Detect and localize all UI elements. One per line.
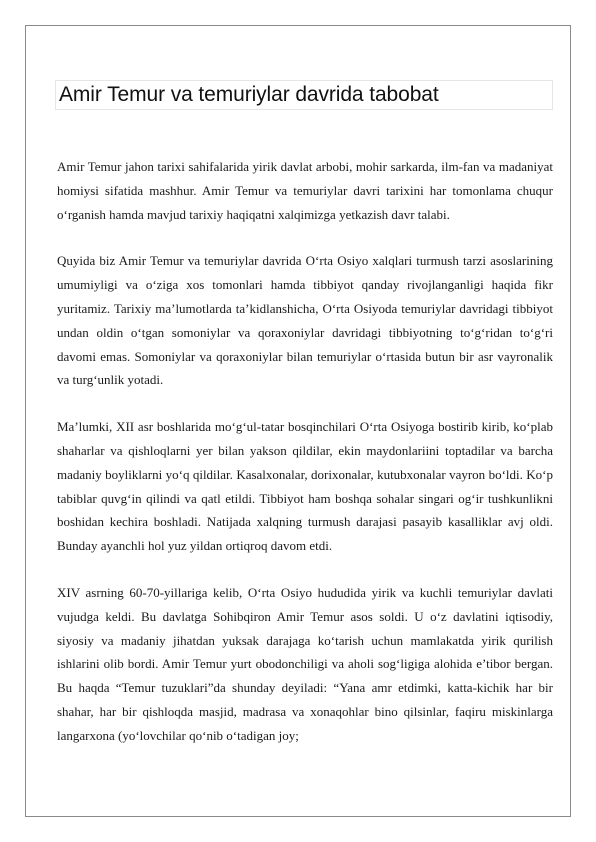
paragraph-3: Ma’lumki, XII asr boshlarida mo‘g‘ul-tatar bosqinchilari O‘rta Osiyoga bostirib kirib, ko‘plab shaharlar va qishloqlarni yer bilan yakson qildilar, ekin maydonlariini toptadilar va barcha madaniy boyliklarni yo‘q qildilar. Kasalxonalar, dorixonalar, kutubxonalar vayron bo‘ldi. Ko‘p tabiblar quvg‘in qilindi va qatl etildi. Tibbiyot ham boshqa sohalar singari og‘ir tushkunlikni boshidan kechira boshladi. Natijada xalqning turmush darajasi pasayib kasalliklar avj oldi. Bunday ayanchli hol yuz yildan ortiqroq davom etdi. xyxy=(57,419,553,554)
document-title: Amir Temur va temuriylar davrida tabobat xyxy=(59,83,439,106)
paragraph-2: Quyida biz Amir Temur va temuriylar davrida O‘rta Osiyo xalqlari turmush tarzi asoslarining umumiyligi va o‘ziga xos tomonlari hamda tibbiyot qanday rivojlanganligi haqida fikr yuritamiz. Tarixiy ma’lumotlarda ta’kidlanshicha, O‘rta Osiyoda temuriylar davridagi tibbiyot undan oldin o‘tgan somoniylar va qoraxoniylar davridagi tibbiyotning to‘g‘ridan to‘g‘ri davomi emas. Somoniylar va qoraxoniylar bilan temuriylar o‘rtasida butun bir asr vayronalik va turg‘unlik yotadi. xyxy=(57,253,553,388)
document-body xyxy=(57,155,553,771)
paragraph-4: XIV asrning 60-70-yillariga kelib, O‘rta Osiyo hududida yirik va kuchli temuriylar davlati vujudga keldi. Bu davlatga Sohibqiron Amir Temur asos soldi. U o‘z davlatini iqtisodiy, siyosiy va madaniy jihatdan yuksak darajaga ko‘tarish uchun mamlakatda yirik qurilish ishlarini olib bordi. Amir Temur yurt obodonchiligi va aholi sog‘ligiga alohida e’tibor bergan. Bu haqda “Temur tuzuklari”da shunday deyiladi: “Yana amr etdimki, katta-kichik har bir shahar, har bir qishloqda masjid, madrasa va xonaqohlar bino qilsinlar, faqiru miskinlarga langarxona (yo‘lovchilar qo‘nib o‘tadigan joy; xyxy=(57,584,553,743)
title-box xyxy=(55,80,553,110)
paragraph-1: Amir Temur jahon tarixi sahifalarida yirik davlat arbobi, mohir sarkarda, ilm-fan va madaniyat homiysi sifatida mashhur. Amir Temur va temuriylar davri tarixini har tomonlama chuqur o‘rganish hamda mavjud tarixiy haqiqatni xalqimizga yetkazish davr talabi. xyxy=(57,159,553,222)
